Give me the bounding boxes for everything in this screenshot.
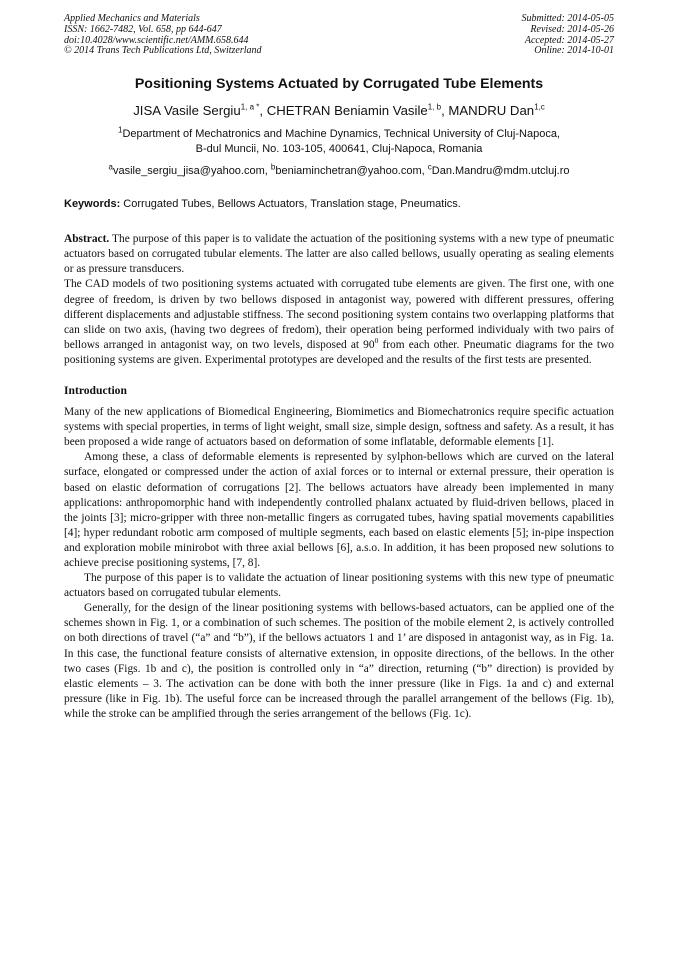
abstract-paragraph-1: [64, 232, 614, 277]
author-separator: ,: [441, 103, 449, 119]
journal-name: Applied Mechanics and Materials: [64, 13, 200, 24]
email-c: Dan.Mandru@mdm.utcluj.ro: [431, 165, 570, 178]
journal-info: [64, 14, 262, 57]
affiliation-sup: 1: [118, 125, 123, 135]
email-a-sup: a: [108, 162, 113, 172]
intro-paragraph-4: Generally, for the design of the linear positioning systems with bellows-based actuators, can be applied one of the schemes shown in Fig. 1, or a combination of such schemes. The position of the mobile element 2, is actively controlled on both directions of travel (“a” and “b”), if the bellows actuators 1 and 1’ are disposed in antagonist way, as in Fig. 1a. In this case, the functional feature consists of alternative extension, in opposite directions, of the bellows. In the other two cases (Figs. 1b and c), the position is controlled only in “a” direction, returning (“b” direction) is provided by elastic elements – 3. The activation can be done with both the inner pressure (like in Figs. 1a and c) and external pressure (like in Fig. 1b). The useful force can be increased through the parallel arrangement of the bellows (Fig. 1b), while the stroke can be amplified through the series arrangement of the bellows (Fig. 1c).: [64, 602, 614, 720]
affiliation-line-1: [64, 127, 614, 142]
date-revised: Revised: 2014-05-26: [530, 23, 614, 35]
intro-paragraph-2: Among these, a class of deformable elements is represented by sylphon-bellows which are curved on the lateral surface, elongated or compressed under the action of axial forces or to internal or external pressure, their operation is based on elastic deformation of corrugations [2]. The bellows actuators have already been implemented in many applications: anthropomorphic hand with independently controlled phalanx actuated by fluid-driven bellows, placed in the joints [3]; micro-gripper with three non-metallic fingers as corrugated tubes, having spatial movements capabilities [4]; hyper redundant robotic arm composed of multiple segments, each based on elastic elements [5]; in-pipe inspection and exploration mobile minirobot with three axial bellows [6], a.s.o. In addition, it has been proposed new solutions to achieve precise positioning systems, [7, 8].: [64, 451, 614, 569]
date-online: Online: 2014-10-01: [534, 45, 614, 57]
email-a: vasile_sergiu_jisa@yahoo.com,: [112, 165, 271, 178]
abstract: [64, 232, 614, 368]
abstract-text-2b: from each other. Pneumatic diagrams for the two positioning systems are given. Experimental prototypes are developed and the results of the first tests are presented.: [64, 338, 615, 366]
email-b-sup: b: [270, 162, 276, 172]
author-3-sup: 1,c: [534, 102, 545, 112]
author-emails: [64, 162, 614, 178]
journal-issn: ISSN: 1662-7482, Vol. 658, pp 644-647: [64, 23, 222, 35]
publication-dates: [522, 14, 615, 57]
date-submitted: Submitted: 2014-05-05: [521, 13, 614, 24]
affiliation-line-2: B-dul Muncii, No. 103-105, 400641, Cluj-Napoca, Romania: [195, 142, 483, 155]
journal-header: [64, 14, 614, 57]
author-1: JISA Vasile Sergiu: [133, 103, 241, 119]
email-b: beniaminchetran@yahoo.com,: [275, 165, 428, 178]
abstract-text-1: The purpose of this paper is to validate the actuation of the positioning systems with a new type of pneumatic actuators based on corrugated tubular elements. The latter are also called bellows, usually operating as sealing elements or as pressure transducers.: [64, 233, 614, 276]
intro-paragraph-1: Many of the new applications of Biomedical Engineering, Biomimetics and Biomechatronics require specific actuation systems with special properties, in terms of light weight, small size, simple design, softness and safety. As a result, it has been proposed a wide range of actuators based on deformation of some inflatable, deformable elements [1].: [64, 406, 614, 449]
date-accepted: Accepted: 2014-05-27: [524, 34, 614, 46]
introduction-body: [64, 405, 614, 722]
section-heading-introduction: Introduction: [64, 384, 127, 398]
journal-copyright: © 2014 Trans Tech Publications Ltd, Switzerland: [64, 45, 262, 57]
degree-sup: 0: [374, 336, 379, 346]
author-2-sup: 1, b: [427, 102, 442, 112]
author-list: [64, 103, 614, 118]
email-c-sup: c: [427, 162, 432, 172]
keywords-text: Corrugated Tubes, Bellows Actuators, Translation stage, Pneumatics.: [120, 198, 461, 211]
author-separator: ,: [259, 103, 267, 119]
affiliation: [64, 127, 614, 156]
journal-doi: doi:10.4028/www.scientific.net/AMM.658.644: [64, 34, 249, 46]
abstract-paragraph-2: [64, 277, 614, 368]
author-1-sup: 1, a *: [240, 102, 260, 112]
author-2: CHETRAN Beniamin Vasile: [266, 103, 428, 119]
paper-title: Positioning Systems Actuated by Corrugated Tube Elements: [134, 76, 544, 93]
keywords: [64, 198, 614, 210]
author-3: MANDRU Dan: [448, 103, 535, 119]
affiliation-text-1: Department of Mechatronics and Machine Dynamics, Technical University of Cluj-Napoca,: [122, 128, 560, 141]
abstract-text-2a: The CAD models of two positioning systems actuated with corrugated tube elements are given. The first one, with one degree of freedom, is driven by two bellows disposed in antagonist way, powered with different pressures, offering different displacements and adjustable stiffness. The second positioning system contains two overlapping platforms that can slide on two axis, (having two degrees of fredom), their operation being performed individualy with two pairs of bellows arranged in antagonist way, on two levels, disposed at 90: [64, 278, 614, 351]
intro-paragraph-3: The purpose of this paper is to validate the actuation of linear positioning systems with this new type of pneumatic actuators based on corrugated tubular elements.: [64, 572, 614, 600]
keywords-label: Keywords:: [64, 198, 121, 211]
abstract-label: Abstract.: [64, 233, 110, 246]
